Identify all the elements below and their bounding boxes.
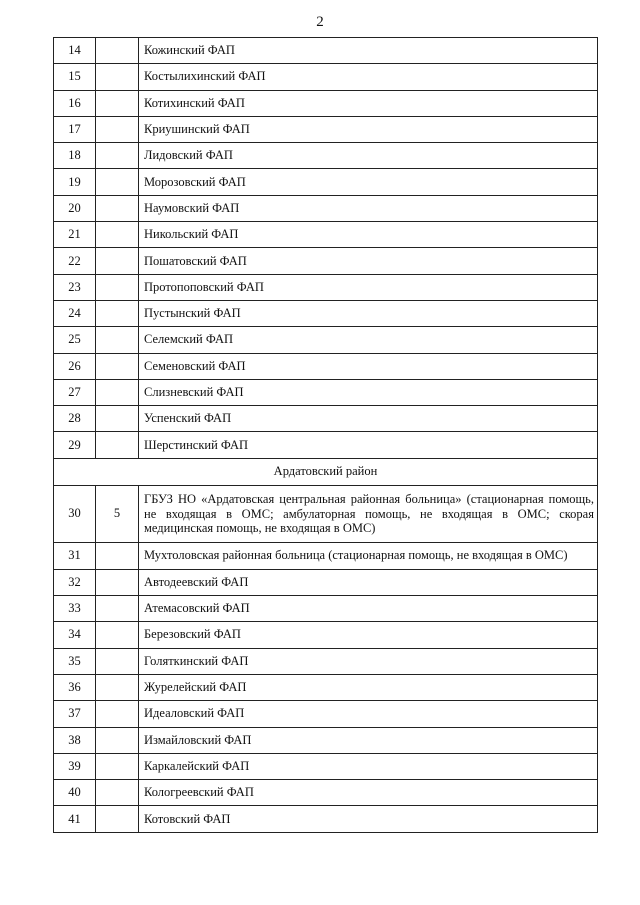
row-facility-name: Пустынский ФАП [139,300,598,326]
row-code [96,222,139,248]
table-row [54,648,598,674]
row-number: 36 [54,674,96,700]
table-row [54,169,598,195]
row-facility-name: Каркалейский ФАП [139,753,598,779]
row-number: 20 [54,195,96,221]
row-facility-name: Журелейский ФАП [139,674,598,700]
row-code [96,727,139,753]
row-facility-name: Березовский ФАП [139,622,598,648]
row-number: 23 [54,274,96,300]
row-facility-name: Криушинский ФАП [139,116,598,142]
row-facility-name: Наумовский ФАП [139,195,598,221]
row-number: 18 [54,143,96,169]
row-code [96,648,139,674]
row-facility-name: Морозовский ФАП [139,169,598,195]
row-facility-name: Котовский ФАП [139,806,598,832]
row-number: 21 [54,222,96,248]
table-row [54,622,598,648]
row-facility-name: Атемасовский ФАП [139,596,598,622]
row-facility-name: Слизневский ФАП [139,379,598,405]
table-row [54,90,598,116]
row-number: 40 [54,780,96,806]
table-row [54,300,598,326]
row-code [96,274,139,300]
row-code [96,432,139,458]
table-row [54,327,598,353]
table-row [54,116,598,142]
table-row [54,379,598,405]
row-facility-name: Никольский ФАП [139,222,598,248]
table-row [54,542,598,569]
table-row [54,806,598,832]
row-facility-name: Кологреевский ФАП [139,780,598,806]
row-facility-name: Пошатовский ФАП [139,248,598,274]
table-row [54,569,598,595]
row-number: 30 [54,485,96,542]
row-code [96,379,139,405]
row-facility-name: Костылихинский ФАП [139,64,598,90]
row-code [96,622,139,648]
table-row [54,353,598,379]
row-code [96,353,139,379]
row-number: 14 [54,38,96,64]
table-row [54,780,598,806]
row-number: 27 [54,379,96,405]
row-code [96,116,139,142]
row-number: 41 [54,806,96,832]
row-number: 33 [54,596,96,622]
row-code [96,780,139,806]
row-number: 35 [54,648,96,674]
table-row [54,406,598,432]
table-row [54,64,598,90]
row-facility-name: Протопоповский ФАП [139,274,598,300]
row-number: 24 [54,300,96,326]
row-number: 32 [54,569,96,595]
row-number: 17 [54,116,96,142]
table-row [54,274,598,300]
row-code [96,300,139,326]
table-row [54,753,598,779]
row-number: 31 [54,542,96,569]
table-body-district [54,458,598,569]
table-row [54,596,598,622]
row-facility-name: Измайловский ФАП [139,727,598,753]
row-number: 26 [54,353,96,379]
table-row [54,727,598,753]
row-number: 28 [54,406,96,432]
table-row [54,432,598,458]
row-number: 29 [54,432,96,458]
table-row [54,674,598,700]
row-number: 25 [54,327,96,353]
table-row [54,222,598,248]
row-number: 16 [54,90,96,116]
district-name: Ардатовский район [54,458,598,485]
table-row [54,248,598,274]
row-code [96,596,139,622]
row-facility-name: ГБУЗ НО «Ардатовская центральная районная больница» (стационарная помощь, не входящая в ОМС; амбулаторная помощь, не входящая в ОМС; скорая медицинская помощь, не входящая в ОМС) [139,485,598,542]
row-code [96,195,139,221]
row-facility-name: Шерстинский ФАП [139,432,598,458]
row-code: 5 [96,485,139,542]
row-number: 37 [54,701,96,727]
row-facility-name: Кожинский ФАП [139,38,598,64]
row-number: 34 [54,622,96,648]
row-facility-name: Лидовский ФАП [139,143,598,169]
facilities-table [53,37,598,833]
row-code [96,406,139,432]
table-row [54,701,598,727]
row-facility-name: Автодеевский ФАП [139,569,598,595]
row-code [96,674,139,700]
row-code [96,753,139,779]
row-code [96,806,139,832]
table-row [54,143,598,169]
row-facility-name: Мухтоловская районная больница (стационарная помощь, не входящая в ОМС) [139,542,598,569]
page-number: 2 [316,14,324,30]
row-code [96,327,139,353]
table-body-top [54,38,598,459]
row-number: 39 [54,753,96,779]
row-code [96,169,139,195]
row-code [96,64,139,90]
district-header-row [54,458,598,485]
row-facility-name: Голяткинский ФАП [139,648,598,674]
row-number: 19 [54,169,96,195]
row-code [96,143,139,169]
row-code [96,90,139,116]
table-row [54,485,598,542]
row-facility-name: Успенский ФАП [139,406,598,432]
row-number: 38 [54,727,96,753]
row-code [96,542,139,569]
table-row [54,195,598,221]
row-facility-name: Котихинский ФАП [139,90,598,116]
table-row [54,38,598,64]
row-facility-name: Селемский ФАП [139,327,598,353]
row-facility-name: Семеновский ФАП [139,353,598,379]
row-code [96,701,139,727]
row-code [96,38,139,64]
row-code [96,569,139,595]
row-code [96,248,139,274]
row-number: 15 [54,64,96,90]
row-number: 22 [54,248,96,274]
table-body-bottom [54,569,598,832]
row-facility-name: Идеаловский ФАП [139,701,598,727]
